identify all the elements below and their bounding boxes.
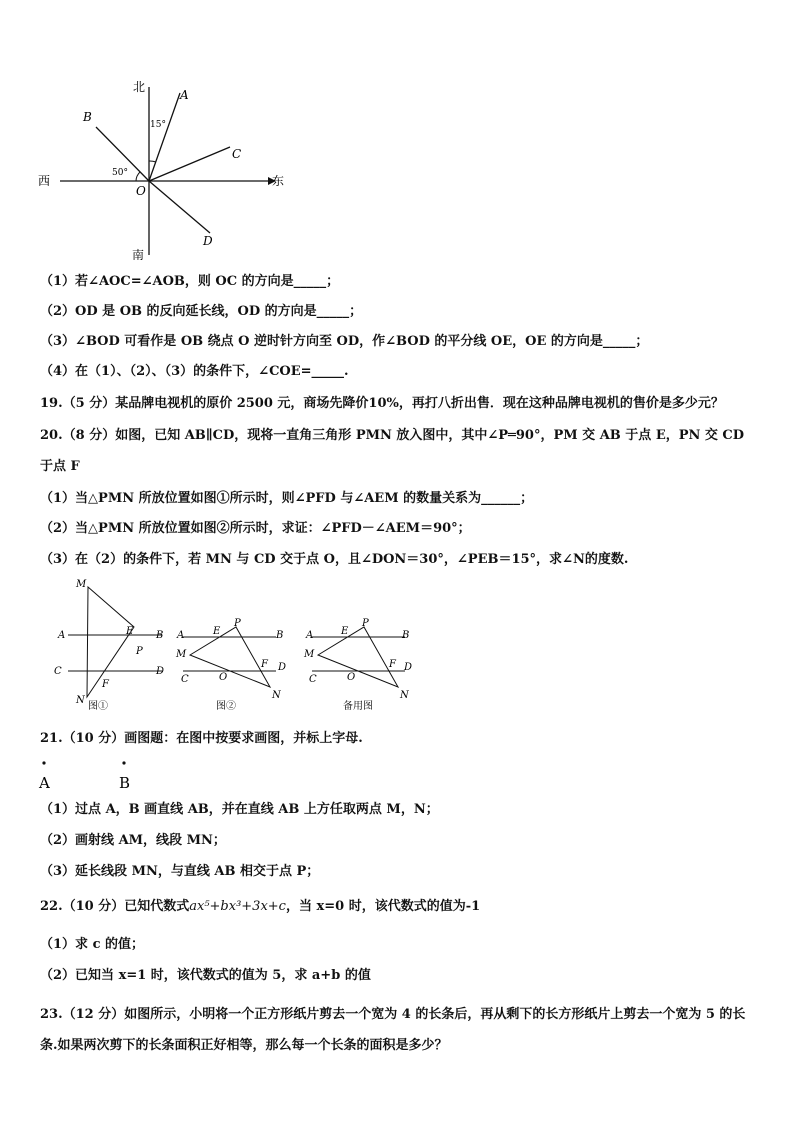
east-label: 东: [272, 174, 285, 188]
west-label: 西: [38, 174, 51, 188]
q18-part1: （1）若∠AOC=∠AOB，则 OC 的方向是_____；: [40, 274, 340, 289]
svg-text:D: D: [404, 662, 413, 673]
svg-text:E: E: [341, 626, 349, 637]
svg-text:N: N: [272, 690, 281, 701]
q18-part3: （3）∠BOD 可看作是 OB 绕点 O 逆时针方向至 OD，作∠BOD 的平分线 OE，OE 的方向是_____；: [40, 334, 649, 349]
figure-1: [54, 579, 164, 712]
q20-part3: （3）在（2）的条件下，若 MN 与 CD 交于点 O，且∠DON＝30°，∠PEB＝15°，求∠N的度数.: [40, 552, 629, 567]
triangle-parallel-figures: [50, 575, 430, 715]
svg-text:D: D: [156, 666, 165, 677]
question-19: 19.（5 分）某品牌电视机的原价 2500 元，商场先降价10%，再打八折出售．现在这种品牌电视机的售价是多少元？: [40, 396, 724, 411]
svg-text:F: F: [102, 679, 109, 690]
q21-part1: （1）过点 A，B 画直线 AB，并在直线 AB 上方任取两点 M，N；: [40, 802, 439, 817]
point-a-label: A: [180, 88, 189, 102]
svg-text:B: B: [276, 630, 284, 641]
svg-text:C: C: [54, 666, 62, 677]
question-20-stem-line2: 于点 F: [40, 459, 80, 474]
svg-text:A: A: [58, 630, 66, 641]
svg-text:O: O: [219, 672, 228, 683]
figure-2-caption: 图②: [216, 701, 236, 712]
svg-text:F: F: [389, 659, 396, 670]
svg-text:B: B: [402, 630, 410, 641]
q21-part2: （2）画射线 AM，线段 MN；: [40, 833, 226, 848]
question-22-stem: 22.（10 分）已知代数式ax⁵+bx³+3x+c，当 x=0 时，该代数式的值为-1: [40, 899, 481, 914]
compass-direction-figure: [30, 75, 300, 265]
question-23: 23.（12 分）如图所示，小明将一个正方形纸片剪去一个宽为 4 的长条后，再从剩下的长方形纸片上剪去一个宽为 5 的长条.如果两次剪下的长条面积正好相等，那么每一个长条的面积是多少？: [40, 1007, 746, 1053]
svg-text:A: A: [306, 630, 314, 641]
svg-text:B: B: [156, 630, 164, 641]
figure-backup: [303, 618, 412, 712]
svg-text:M: M: [76, 579, 87, 590]
south-label: 南: [132, 248, 145, 262]
svg-text:F: F: [261, 659, 268, 670]
q18-part4: （4）在（1）、（2）、（3）的条件下，∠COE=_____.: [40, 364, 349, 379]
point-c-label: C: [232, 147, 242, 161]
svg-text:C: C: [309, 674, 317, 685]
question-21-stem: 21.（10 分）画图题：在图中按要求画图，并标上字母.: [40, 731, 363, 746]
north-label: 北: [133, 80, 146, 94]
svg-text:C: C: [181, 674, 189, 685]
question-20-stem-line1: 20.（8 分）如图，已知 AB∥CD，现将一直角三角形 PMN 放入图中，其中∠P═90°，PM 交 AB 于点 E，PN 交 CD: [40, 428, 745, 443]
svg-text:M: M: [176, 649, 187, 660]
q22-part1: （1）求 c 的值；: [40, 937, 145, 952]
point-d-label: D: [203, 234, 213, 248]
svg-text:P: P: [234, 618, 241, 629]
svg-text:P: P: [136, 646, 143, 657]
svg-text:D: D: [278, 662, 287, 673]
algebraic-expression: ax⁵+bx³+3x+c: [189, 899, 286, 914]
svg-text:E: E: [126, 626, 134, 637]
svg-text:N: N: [400, 690, 409, 701]
point-b-label: B: [83, 110, 92, 124]
figure-backup-caption: 备用图: [343, 701, 373, 712]
q22-part2: （2）已知当 x=1 时，该代数式的值为 5，求 a+b 的值: [40, 968, 371, 983]
svg-text:E: E: [213, 626, 221, 637]
svg-text:N: N: [76, 695, 85, 706]
svg-text:M: M: [304, 649, 315, 660]
q21-part3: （3）延长线段 MN，与直线 AB 相交于点 P；: [40, 864, 320, 879]
q18-part2: （2）OD 是 OB 的反向延长线，OD 的方向是_____；: [40, 304, 363, 319]
points-ab: [36, 758, 146, 794]
svg-text:P: P: [362, 618, 369, 629]
figure-2: [175, 618, 286, 712]
angle-50-label: 50°: [112, 168, 128, 178]
angle-15-label: 15°: [150, 120, 166, 130]
point-a: A: [39, 774, 50, 792]
q20-part2: （2）当△PMN 所放位置如图②所示时，求证：∠PFD－∠AEM＝90°；: [40, 521, 471, 536]
svg-text:A: A: [177, 630, 185, 641]
point-b: B: [119, 774, 131, 792]
svg-text:O: O: [347, 672, 356, 683]
q20-part1: （1）当△PMN 所放位置如图①所示时，则∠PFD 与∠AEM 的数量关系为______；: [40, 491, 534, 506]
figure-1-caption: 图①: [88, 701, 108, 712]
point-o-label: O: [136, 184, 146, 198]
